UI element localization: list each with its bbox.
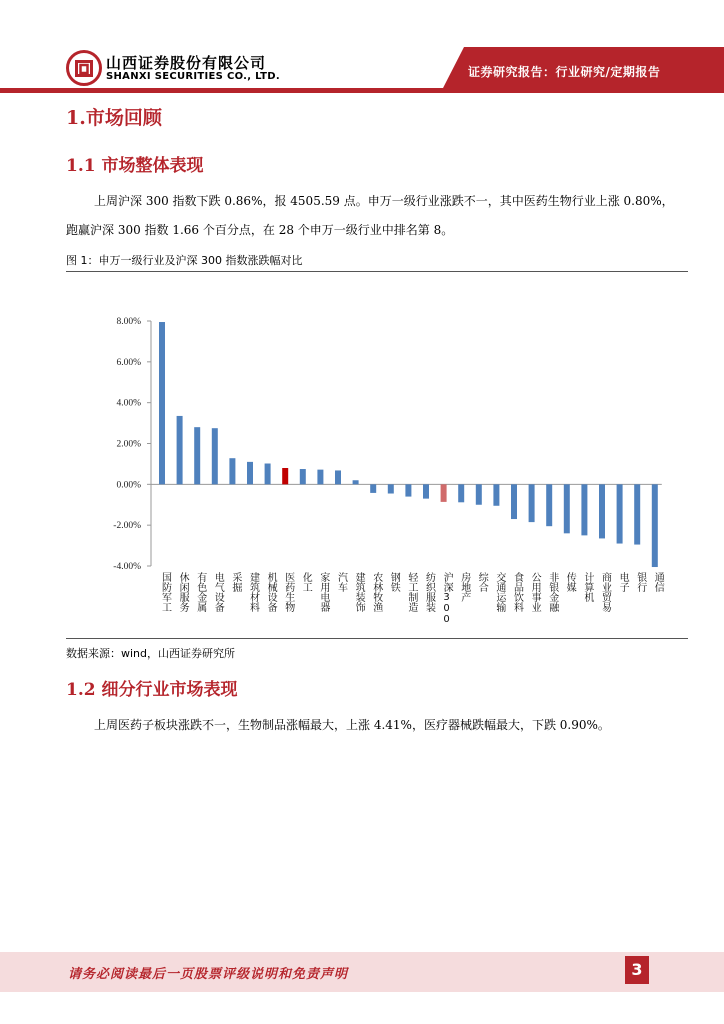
bar-6: [265, 464, 271, 485]
report-type: 证券研究报告：行业研究/定期报告: [468, 65, 661, 79]
footer-disclaimer: 请务必阅读最后一页股票评级说明和免责声明: [68, 967, 349, 982]
subsection-title-1-1: 1.1 市场整体表现: [66, 156, 204, 176]
bar-7: [282, 468, 288, 484]
category-label: 国防军工: [159, 572, 171, 612]
category-label: 建筑材料: [247, 572, 259, 612]
y-tick-label: 2.00%: [116, 439, 141, 450]
category-label: 房地产: [458, 572, 470, 602]
header-band: [0, 88, 724, 93]
data-source: 数据来源：wind，山西证券研究所: [66, 647, 236, 660]
y-tick-label: 0.00%: [116, 480, 141, 491]
category-label: 公用事业: [529, 572, 541, 612]
y-tick-label: 6.00%: [116, 357, 141, 368]
category-label: 电气设备: [212, 572, 224, 612]
bar-26: [617, 484, 623, 543]
category-label: 采掘: [229, 572, 241, 592]
bar-9: [317, 470, 323, 485]
source-rule: [66, 638, 688, 639]
paragraph-1-2: 上周医药子板块涨跌不一，生物制品涨幅最大，上涨 4.41%，医疗器械跌幅最大，下跌 0.90%。: [94, 718, 610, 732]
y-tick-label: 4.00%: [116, 398, 141, 409]
category-label: 医药生物: [282, 572, 294, 612]
bar-13: [388, 484, 394, 493]
bar-16: [441, 484, 447, 502]
company-name-cn: 山西证券股份有限公司: [106, 54, 267, 72]
category-label: 纺织服装: [423, 572, 435, 612]
bar-10: [335, 470, 341, 484]
bar-24: [581, 484, 587, 535]
category-label: 钢铁: [388, 572, 400, 592]
category-label: 有色金属: [194, 572, 206, 612]
subsection-title-1-2: 1.2 细分行业市场表现: [66, 680, 238, 700]
category-label: 家用电器: [317, 572, 329, 612]
bar-19: [493, 484, 499, 505]
bar-21: [529, 484, 535, 522]
bar-22: [546, 484, 552, 526]
industry-returns-chart: [66, 272, 688, 634]
paragraph-line-1: 上周沪深 300 指数下跌 0.86%，报 4505.59 点。申万一级行业涨跌不一，其中医药生物行业上涨 0.80%，: [94, 194, 674, 208]
category-label: 综合: [476, 572, 488, 592]
category-label: 传媒: [564, 572, 576, 592]
category-label: 化工: [300, 572, 312, 592]
category-label: 轻工制造: [405, 572, 417, 612]
bar-28: [652, 484, 658, 567]
bar-4: [229, 458, 235, 484]
page-number: 3: [625, 956, 649, 984]
shanxi-securities-logo: [66, 50, 102, 86]
bar-27: [634, 484, 640, 544]
bar-1: [177, 416, 183, 484]
bar-2: [194, 427, 200, 484]
bar-0: [159, 322, 165, 484]
paragraph-line-2: 跑赢沪深 300 指数 1.66 个百分点，在 28 个申万一级行业中排名第 8。: [66, 223, 454, 237]
y-tick-label: -2.00%: [113, 521, 141, 532]
y-tick-label: 8.00%: [116, 317, 141, 327]
category-label: 机械设备: [265, 572, 277, 612]
bar-25: [599, 484, 605, 538]
category-label: 非银金融: [546, 572, 558, 612]
bar-3: [212, 428, 218, 484]
category-label: 建筑装饰: [353, 572, 365, 612]
bar-8: [300, 469, 306, 484]
category-label: 商业贸易: [599, 572, 611, 612]
figure-caption: 图 1：申万一级行业及沪深 300 指数涨跌幅对比: [66, 254, 303, 267]
category-label: 农林牧渔: [370, 572, 382, 612]
bar-5: [247, 462, 253, 484]
bar-15: [423, 484, 429, 498]
category-label: 汽车: [335, 572, 347, 592]
bar-20: [511, 484, 517, 519]
bar-18: [476, 484, 482, 504]
bar-23: [564, 484, 570, 533]
category-label: 计算机: [581, 572, 593, 602]
y-tick-label: -4.00%: [113, 562, 141, 572]
category-label: 交通运输: [493, 572, 505, 612]
category-label: 电子: [617, 572, 629, 592]
category-label: 休闲服务: [177, 572, 189, 612]
category-label: 沪深300: [441, 572, 453, 625]
bar-11: [353, 480, 359, 484]
section-title: 1.市场回顾: [66, 107, 162, 129]
category-label: 通信: [652, 572, 664, 592]
category-label: 银行: [634, 572, 646, 592]
company-name-en: SHANXI SECURITIES CO., LTD.: [106, 71, 280, 82]
category-label: 食品饮料: [511, 572, 523, 612]
bar-14: [405, 484, 411, 496]
bar-17: [458, 484, 464, 502]
bar-12: [370, 484, 376, 493]
